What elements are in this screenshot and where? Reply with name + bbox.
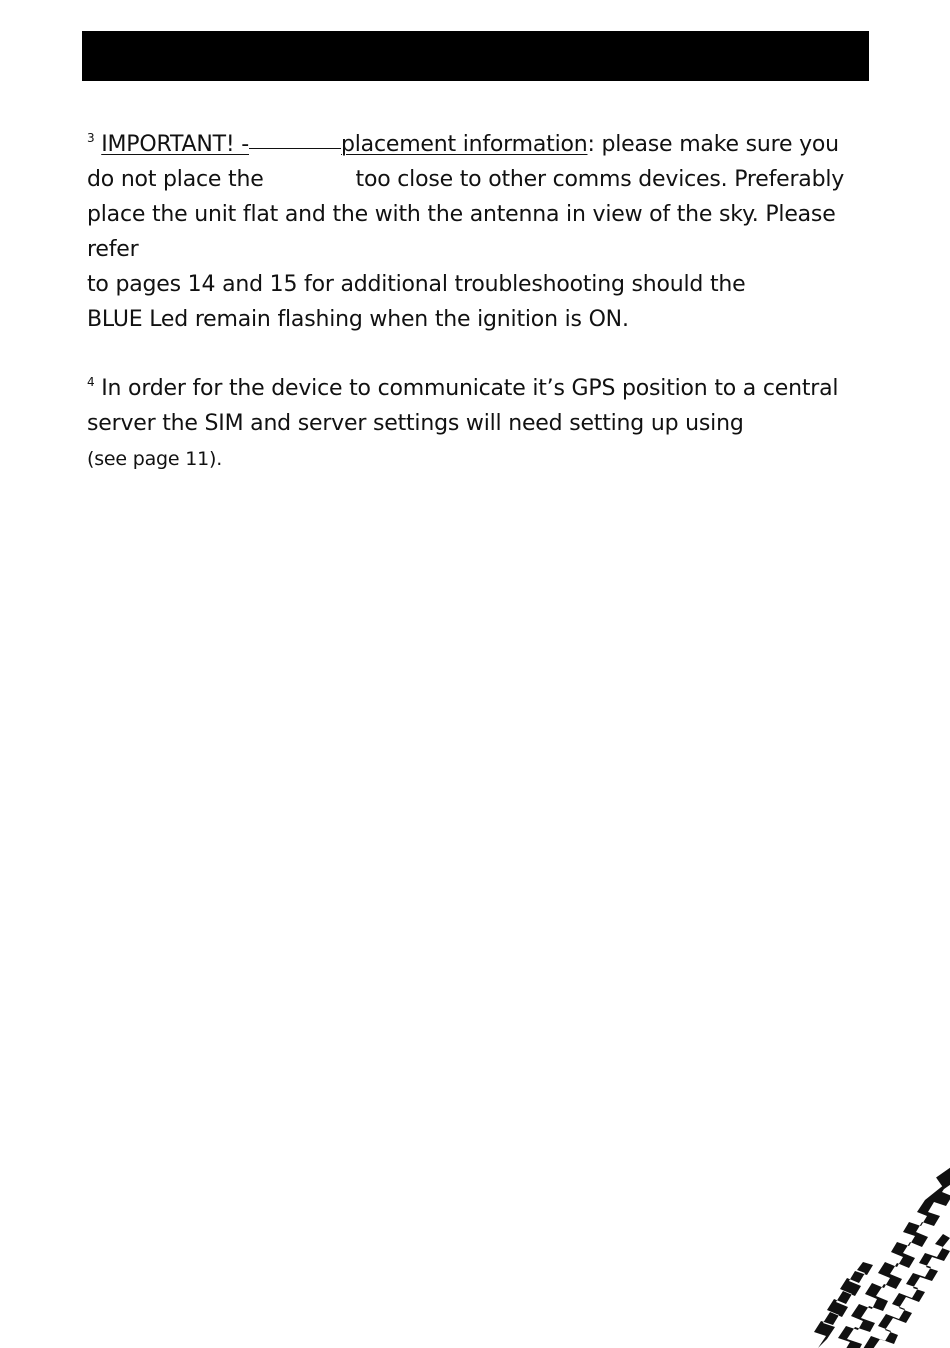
note-text: too close to other comms devices. Preferably xyxy=(355,167,845,192)
footnote-number: 4 xyxy=(87,375,95,389)
note-text: do not place the xyxy=(87,167,264,192)
header-bar xyxy=(82,31,869,81)
note-text: place the unit flat and the with the antenna in view of the sky. Please refer xyxy=(87,202,836,262)
note-text: server the SIM and server settings will need setting up using xyxy=(87,411,744,436)
note-text: : please make sure you xyxy=(587,132,839,157)
note-4 xyxy=(87,371,877,477)
redacted-product-name xyxy=(249,147,341,149)
footnote-number: 3 xyxy=(87,131,95,145)
note-text: In order for the device to communicate it’s GPS position to a central xyxy=(101,376,839,401)
note-text: BLUE Led remain flashing when the ignition is ON. xyxy=(87,307,629,332)
tyre-tread-icon xyxy=(760,1160,950,1348)
important-label: IMPORTANT! - xyxy=(101,132,249,157)
page-reference: (see page 11). xyxy=(87,448,223,470)
note-3 xyxy=(87,127,877,337)
note-text: to pages 14 and 15 for additional troubleshooting should the xyxy=(87,272,746,297)
placement-heading: placement information xyxy=(341,132,588,157)
